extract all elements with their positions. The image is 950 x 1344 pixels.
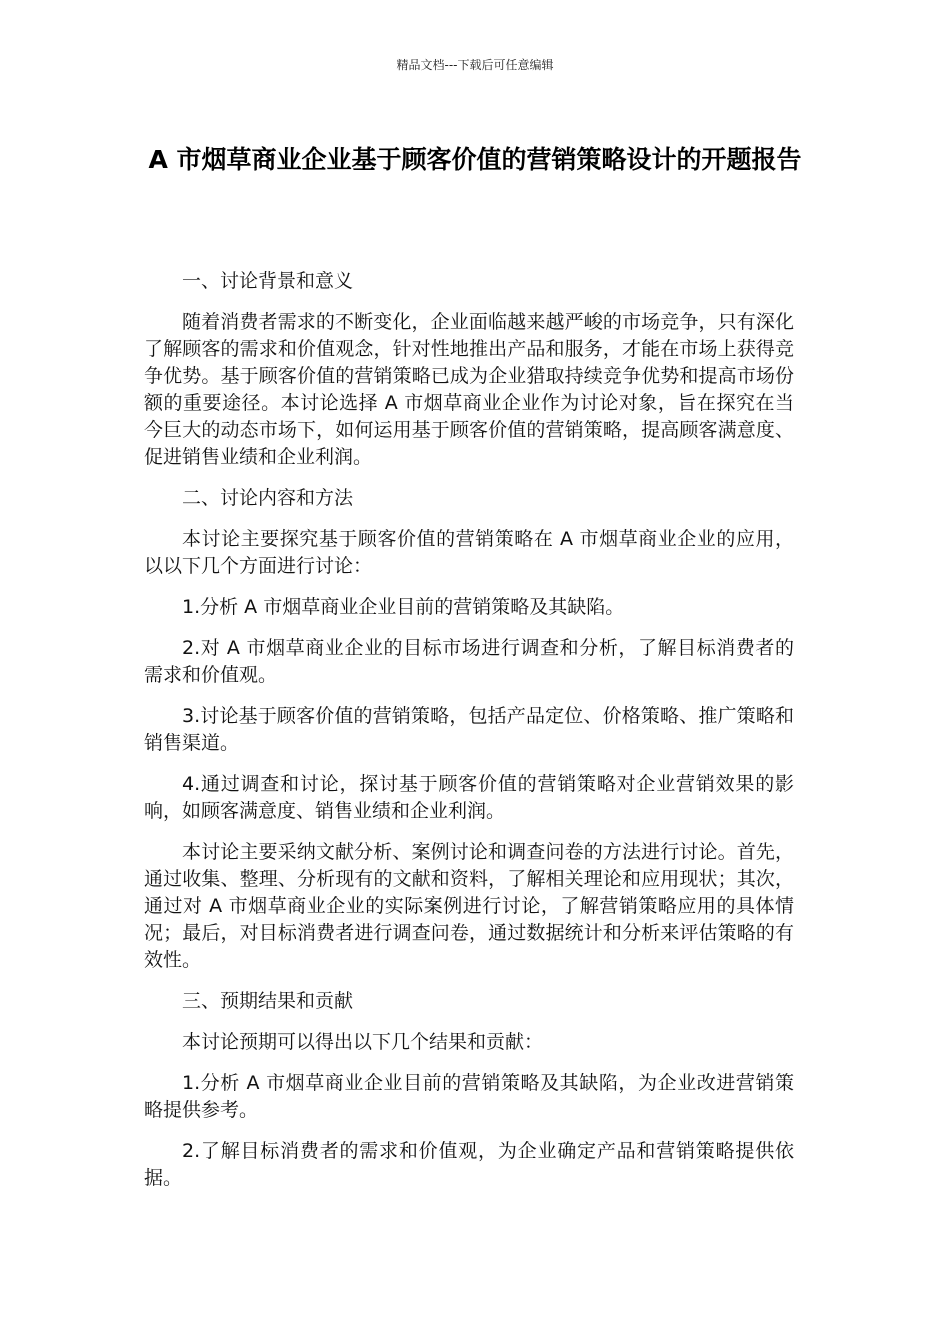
document-body bbox=[144, 268, 794, 1206]
list-item-content-3: 3.讨论基于顾客价值的营销策略，包括产品定位、价格策略、推广策略和销售渠道。 bbox=[144, 705, 794, 754]
list-item-result-2: 2.了解目标消费者的需求和价值观，为企业确定产品和营销策略提供依据。 bbox=[144, 1140, 794, 1189]
list-item-content-2: 2.对 A 市烟草商业企业的目标市场进行调查和分析，了解目标消费者的需求和价值观。 bbox=[144, 637, 794, 686]
section-heading-results: 三、预期结果和贡献 bbox=[182, 990, 354, 1012]
list-item-result-1: 1.分析 A 市烟草商业企业目前的营销策略及其缺陷，为企业改进营销策略提供参考。 bbox=[144, 1072, 794, 1121]
section-heading-background: 一、讨论背景和意义 bbox=[182, 270, 354, 292]
list-item-content-1: 1.分析 A 市烟草商业企业目前的营销策略及其缺陷。 bbox=[182, 596, 625, 618]
section-heading-content-method: 二、讨论内容和方法 bbox=[182, 487, 354, 509]
document-title: A 市烟草商业企业基于顾客价值的营销策略设计的开题报告 bbox=[148, 145, 802, 174]
page-header: 精品文档---下载后可任意编辑 bbox=[396, 58, 554, 72]
paragraph-content-intro: 本讨论主要探究基于顾客价值的营销策略在 A 市烟草商业企业的应用，以以下几个方面进行讨论： bbox=[144, 528, 794, 577]
list-item-content-4: 4.通过调查和讨论，探讨基于顾客价值的营销策略对企业营销效果的影响，如顾客满意度、销售业绩和企业利润。 bbox=[144, 773, 794, 822]
paragraph-method: 本讨论主要采纳文献分析、案例讨论和调查问卷的方法进行讨论。首先，通过收集、整理、分析现有的文献和资料，了解相关理论和应用现状；其次，通过对 A 市烟草商业企业的实际案例进行讨论，了解营销策略应用的具体情况；最后，对目标消费者进行调查问卷，通过数据统计和分析来评估策略的有效性。 bbox=[144, 841, 794, 971]
paragraph-results-intro: 本讨论预期可以得出以下几个结果和贡献： bbox=[182, 1031, 544, 1053]
paragraph-background: 随着消费者需求的不断变化，企业面临越来越严峻的市场竞争，只有深化了解顾客的需求和价值观念，针对性地推出产品和服务，才能在市场上获得竞争优势。基于顾客价值的营销策略已成为企业猎取持续竞争优势和提高市场份额的重要途径。本讨论选择 A 市烟草商业企业作为讨论对象，旨在探究在当今巨大的动态市场下，如何运用基于顾客价值的营销策略，提高顾客满意度、促进销售业绩和企业利润。 bbox=[144, 311, 794, 468]
